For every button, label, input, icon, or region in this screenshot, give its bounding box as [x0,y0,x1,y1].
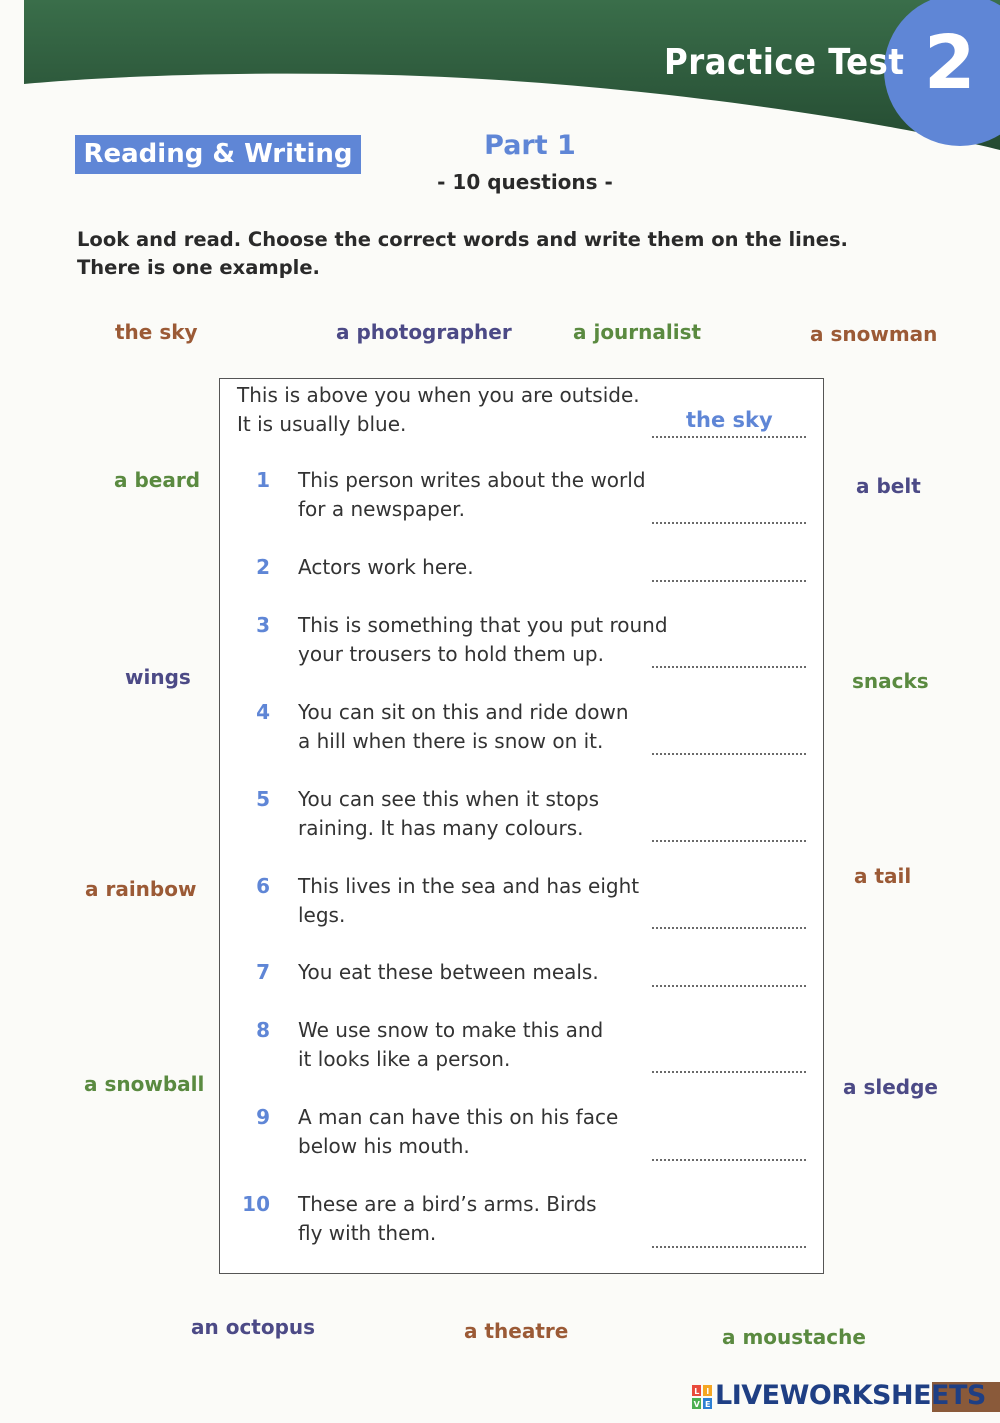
question-line-2: fly with them. [298,1221,437,1245]
answer-line-3[interactable] [652,666,806,668]
question-line-1: Actors work here. [298,555,474,579]
question-text [298,466,658,524]
word-a-moustache[interactable]: a moustache [722,1325,866,1349]
question-line-1: This is something that you put round [298,613,668,637]
word-snacks[interactable]: snacks [852,669,929,693]
section-label: Reading & Writing [75,135,361,174]
question-text [298,553,658,582]
question-line-1: We use snow to make this and [298,1018,604,1042]
example-line-2: It is usually blue. [237,412,407,436]
question-line-1: You eat these between meals. [298,960,599,984]
word-a-photographer[interactable]: a photographer [336,320,512,344]
icon-letter-l: L [694,1386,699,1396]
question-line-1: This person writes about the world [298,468,646,492]
answer-line-9[interactable] [652,1159,806,1161]
question-number: 6 [256,874,270,898]
question-number: 4 [256,700,270,724]
instructions-line-1: Look and read. Choose the correct words and write them on the lines. [77,228,848,251]
instructions [77,226,937,282]
answer-line-4[interactable] [652,753,806,755]
question-line-1: This lives in the sea and has eight [298,874,640,898]
question-line-2: a hill when there is snow on it. [298,729,604,753]
answer-line-2[interactable] [652,580,806,582]
question-line-1: A man can have this on his face [298,1105,619,1129]
liveworksheets-icon [692,1385,712,1409]
liveworksheets-logo[interactable] [692,1380,986,1411]
question-text [298,1190,658,1248]
question-line-2: for a newspaper. [298,497,465,521]
answer-line-1[interactable] [652,522,806,524]
example-question [237,381,657,439]
word-wings[interactable]: wings [125,665,191,689]
question-number: 2 [256,555,270,579]
question-text [298,1016,658,1074]
question-number: 3 [256,613,270,637]
word-a-snowball[interactable]: a snowball [84,1072,205,1096]
example-line-1: This is above you when you are outside. [237,383,640,407]
word-a-beard[interactable]: a beard [114,468,201,492]
question-text [298,872,658,930]
answer-line-7[interactable] [652,985,806,987]
icon-letter-i: I [706,1386,709,1396]
question-line-2: it looks like a person. [298,1047,511,1071]
question-text [298,611,668,669]
example-answer-line [652,436,806,438]
question-number: 5 [256,787,270,811]
instructions-line-2: There is one example. [77,256,320,279]
word-a-snowman[interactable]: a snowman [810,322,938,346]
practice-test-title: Practice Test [664,42,905,83]
answer-line-10[interactable] [652,1246,806,1248]
question-line-2: your trousers to hold them up. [298,642,604,666]
question-text [298,785,658,843]
word-a-sledge[interactable]: a sledge [843,1075,938,1099]
word-a-tail[interactable]: a tail [854,864,912,888]
word-a-belt[interactable]: a belt [856,474,921,498]
test-number: 2 [924,20,976,106]
answer-line-8[interactable] [652,1071,806,1073]
question-line-2: below his mouth. [298,1134,470,1158]
liveworksheets-brand: LIVEWORKSHEETS [715,1380,986,1411]
answer-line-5[interactable] [652,840,806,842]
icon-letter-e: E [705,1399,710,1409]
question-text [298,1103,658,1161]
question-text [298,698,658,756]
question-line-1: You can see this when it stops [298,787,600,811]
answer-line-6[interactable] [652,927,806,929]
question-line-1: These are a bird’s arms. Birds [298,1192,597,1216]
question-number: 8 [256,1018,270,1042]
question-line-2: raining. It has many colours. [298,816,584,840]
question-number: 1 [256,468,270,492]
example-answer: the sky [686,408,773,432]
word-the-sky[interactable]: the sky [115,320,198,344]
question-line-2: legs. [298,903,346,927]
word-an-octopus[interactable]: an octopus [191,1315,316,1339]
question-number: 9 [256,1105,270,1129]
word-a-journalist[interactable]: a journalist [573,320,702,344]
part-title: Part 1 [484,130,576,161]
question-number: 7 [256,960,270,984]
icon-letter-v: V [693,1399,700,1409]
word-a-rainbow[interactable]: a rainbow [85,877,197,901]
question-count: - 10 questions - [437,170,613,194]
question-text [298,958,658,987]
question-number: 10 [242,1192,270,1216]
question-line-1: You can sit on this and ride down [298,700,629,724]
word-a-theatre[interactable]: a theatre [464,1319,569,1343]
